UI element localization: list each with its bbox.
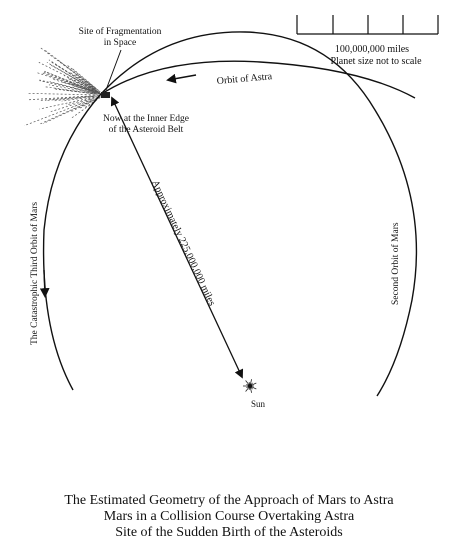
- third-mars-orbit-label: The Catastrophic Third Orbit of Mars: [30, 201, 40, 345]
- scale-label: 100,000,000 miles: [334, 44, 410, 55]
- sun-core: [248, 384, 252, 388]
- second-mars-orbit: [100, 32, 416, 396]
- astra-orbit-arrow: [168, 75, 196, 80]
- debris-streak: [28, 93, 99, 95]
- caption-line-3: Site of the Sudden Birth of the Asteroids: [115, 525, 343, 540]
- caption-line-1: The Estimated Geometry of the Approach of Mars to Astra: [64, 493, 394, 508]
- distance-label: Approximately 225,000,000 miles: [149, 178, 218, 308]
- third-orbit-arrow: [44, 270, 45, 296]
- scale-bar: [297, 15, 438, 34]
- caption-line-2: Mars in a Collision Course Overtaking Astra: [103, 509, 355, 524]
- mars-marker: [101, 92, 110, 98]
- asteroid-belt-label-line2: of the Asteroid Belt: [108, 125, 184, 135]
- scale-note: Planet size not to scale: [330, 56, 422, 67]
- third-mars-orbit: [44, 95, 100, 390]
- debris-streak: [40, 96, 90, 100]
- sun-icon: [243, 379, 256, 393]
- debris-streak: [24, 100, 91, 126]
- asteroid-belt-label-line1: Now at the Inner Edge: [103, 114, 189, 124]
- fragmentation-debris: [24, 48, 100, 126]
- second-mars-orbit-label: Second Orbit of Mars: [391, 222, 401, 305]
- fragmentation-label-line2: in Space: [103, 38, 137, 48]
- fragmentation-label-line1: Site of Fragmentation: [78, 27, 162, 37]
- astra-orbit-label: Orbit of Astra: [216, 71, 273, 87]
- sun-label: Sun: [250, 399, 266, 409]
- debris-streak: [39, 97, 100, 125]
